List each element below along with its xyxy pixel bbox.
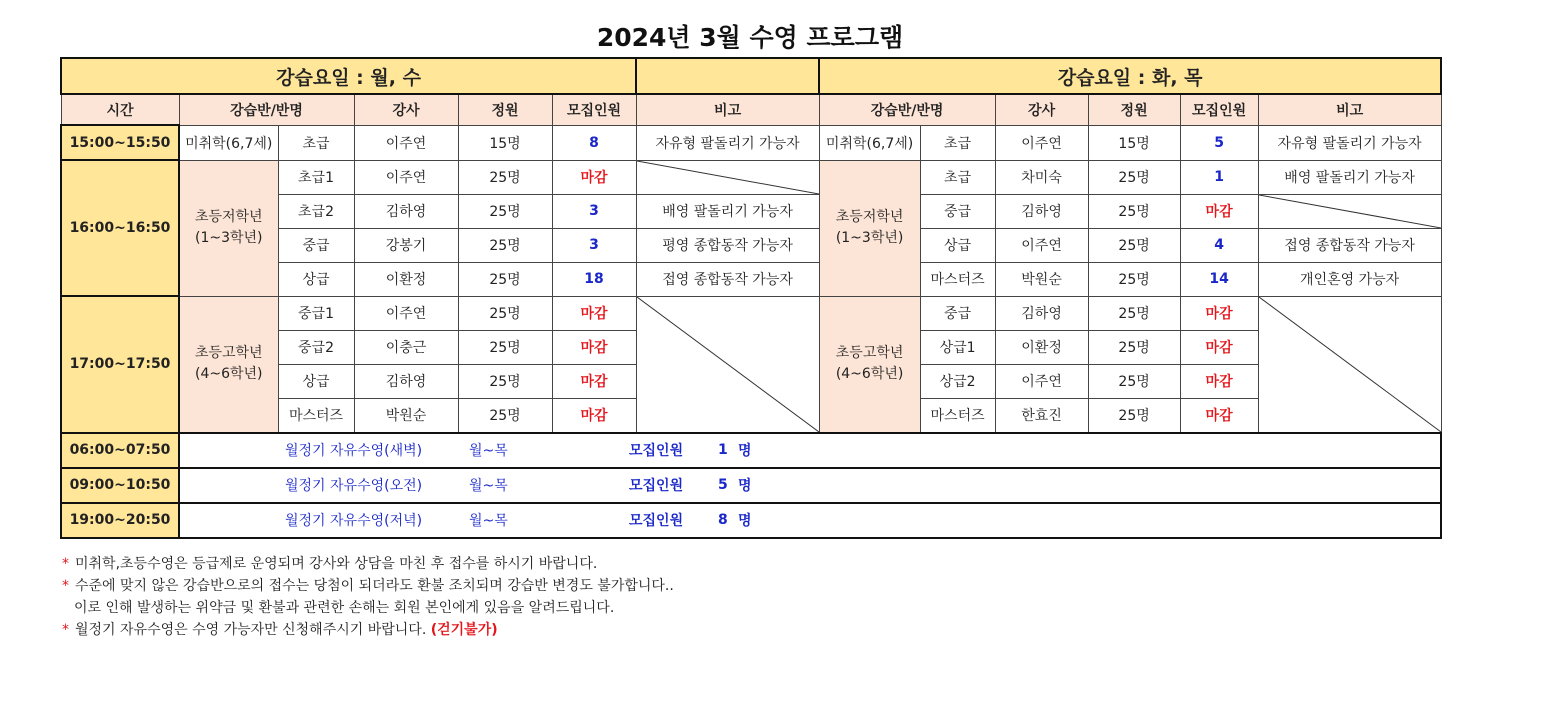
teacher-cell: 김하영 — [354, 194, 458, 228]
free-swim-cell — [179, 433, 1441, 468]
recruit-cell: 마감 — [552, 296, 636, 330]
group-line: (4~6학년) — [194, 366, 263, 382]
table-row — [61, 296, 1441, 330]
table-row — [61, 160, 1441, 194]
header-time: 시간 — [61, 94, 179, 125]
recruit-cell: 마감 — [1180, 330, 1258, 364]
capacity-cell: 15명 — [1088, 125, 1180, 160]
teacher-cell: 한효진 — [995, 398, 1088, 433]
blank-day-header — [636, 58, 819, 94]
free-swim-days: 월~목 — [469, 478, 508, 494]
recruit-cell: 마감 — [1180, 194, 1258, 228]
note-bullet: * — [62, 578, 69, 594]
free-swim-unit: 명 — [738, 443, 752, 459]
group-line: 초등저학년 — [835, 209, 904, 225]
level-cell: 중급2 — [278, 330, 354, 364]
free-swim-row — [61, 503, 1441, 538]
header-capacity: 정원 — [458, 94, 552, 125]
level-cell: 마스터즈 — [278, 398, 354, 433]
note-cell: 평영 종합동작 가능자 — [636, 228, 819, 262]
group-cell — [179, 160, 278, 296]
header-recruit: 모집인원 — [1180, 94, 1258, 125]
capacity-cell: 25명 — [1088, 364, 1180, 398]
group-cell — [819, 296, 920, 433]
capacity-cell: 25명 — [458, 160, 552, 194]
group-cell: 미취학(6,7세) — [179, 125, 278, 160]
note-cell: 접영 종합동작 가능자 — [636, 262, 819, 296]
free-swim-unit: 명 — [738, 478, 752, 494]
level-cell: 초급 — [920, 125, 995, 160]
level-cell: 중급1 — [278, 296, 354, 330]
free-swim-recruit-label: 모집인원 — [629, 443, 684, 459]
teacher-cell: 이환정 — [354, 262, 458, 296]
free-swim-recruit-label: 모집인원 — [629, 513, 684, 529]
teacher-cell: 이주연 — [354, 160, 458, 194]
recruit-cell: 8 — [552, 125, 636, 160]
group-cell — [179, 296, 278, 433]
group-line: 초등고학년 — [194, 345, 263, 361]
capacity-cell: 25명 — [458, 194, 552, 228]
recruit-cell: 14 — [1180, 262, 1258, 296]
free-swim-row — [61, 433, 1441, 468]
free-swim-label: 월정기 자유수영(오전) — [285, 478, 423, 494]
note-cell-empty — [636, 160, 819, 194]
header-teacher: 강사 — [354, 94, 458, 125]
note-cell: 배영 팔돌리기 가능자 — [1258, 160, 1441, 194]
note-text: 수준에 맞지 않은 강습반으로의 접수는 당첨이 되더라도 환불 조치되며 강습반 변경도 불가합니다.. — [75, 578, 674, 594]
free-swim-count: 5 — [718, 477, 728, 493]
free-swim-recruit-label: 모집인원 — [629, 478, 684, 494]
page-title: 2024년 3월 수영 프로그램 — [596, 23, 904, 52]
recruit-cell: 마감 — [552, 398, 636, 433]
note-text: 월정기 자유수영은 수영 가능자만 신청해주시기 바랍니다. — [75, 622, 427, 638]
level-cell: 초급 — [278, 125, 354, 160]
teacher-cell: 김하영 — [995, 194, 1088, 228]
free-swim-count: 8 — [718, 512, 728, 528]
teacher-cell: 강봉기 — [354, 228, 458, 262]
recruit-cell: 3 — [552, 194, 636, 228]
recruit-cell: 마감 — [552, 160, 636, 194]
header-note: 비고 — [636, 94, 819, 125]
capacity-cell: 25명 — [1088, 228, 1180, 262]
header-note: 비고 — [1258, 94, 1441, 125]
group-line: (1~3학년) — [835, 230, 904, 246]
recruit-cell: 마감 — [1180, 296, 1258, 330]
capacity-cell: 15명 — [458, 125, 552, 160]
header-class: 강습반/반명 — [819, 94, 995, 125]
note-line — [62, 553, 674, 575]
capacity-cell: 25명 — [1088, 296, 1180, 330]
teacher-cell: 이환정 — [995, 330, 1088, 364]
note-text: 이로 인해 발생하는 위약금 및 환불과 관련한 손해는 회원 본인에게 있음을 알려드립니다. — [74, 600, 615, 616]
note-cell: 배영 팔돌리기 가능자 — [636, 194, 819, 228]
capacity-cell: 25명 — [1088, 330, 1180, 364]
header-class: 강습반/반명 — [179, 94, 354, 125]
time-cell: 06:00~07:50 — [61, 433, 179, 468]
recruit-cell: 마감 — [552, 330, 636, 364]
group-line: 초등고학년 — [835, 345, 904, 361]
capacity-cell: 25명 — [1088, 194, 1180, 228]
note-emphasis: (걷기불가) — [430, 622, 498, 638]
header-capacity: 정원 — [1088, 94, 1180, 125]
time-cell: 15:00~15:50 — [61, 125, 179, 160]
teacher-cell: 이주연 — [995, 125, 1088, 160]
note-cell-empty — [636, 296, 819, 433]
teacher-cell: 이주연 — [354, 296, 458, 330]
level-cell: 상급 — [278, 364, 354, 398]
teacher-cell: 이충근 — [354, 330, 458, 364]
level-cell: 중급 — [920, 194, 995, 228]
note-line — [62, 575, 674, 597]
note-cell: 개인혼영 가능자 — [1258, 262, 1441, 296]
free-swim-row — [61, 468, 1441, 503]
diagonal-line — [1259, 195, 1441, 228]
recruit-cell: 3 — [552, 228, 636, 262]
free-swim-count: 1 — [718, 442, 728, 458]
table-row — [61, 125, 1441, 160]
free-swim-days: 월~목 — [469, 513, 508, 529]
teacher-cell: 박원순 — [995, 262, 1088, 296]
level-cell: 초급1 — [278, 160, 354, 194]
left-day-header: 강습요일 : 월, 수 — [61, 58, 636, 94]
group-line: 초등저학년 — [194, 209, 263, 225]
recruit-cell: 4 — [1180, 228, 1258, 262]
capacity-cell: 25명 — [458, 364, 552, 398]
level-cell: 초급2 — [278, 194, 354, 228]
group-line: (1~3학년) — [194, 230, 263, 246]
diagonal-line — [637, 297, 819, 432]
diagonal-line — [637, 161, 819, 194]
note-line — [62, 597, 674, 619]
capacity-cell: 25명 — [458, 296, 552, 330]
header-recruit: 모집인원 — [552, 94, 636, 125]
teacher-cell: 차미숙 — [995, 160, 1088, 194]
note-line — [62, 619, 674, 641]
recruit-cell: 마감 — [552, 364, 636, 398]
schedule-table — [60, 57, 1442, 539]
capacity-cell: 25명 — [1088, 160, 1180, 194]
level-cell: 상급 — [920, 228, 995, 262]
free-swim-days: 월~목 — [469, 443, 508, 459]
note-cell-empty — [1258, 194, 1441, 228]
teacher-cell: 이주연 — [354, 125, 458, 160]
free-swim-label: 월정기 자유수영(새벽) — [285, 443, 423, 459]
note-bullet: * — [62, 556, 69, 572]
note-cell: 자유형 팔돌리기 가능자 — [1258, 125, 1441, 160]
recruit-cell: 마감 — [1180, 364, 1258, 398]
diagonal-line — [1259, 297, 1441, 432]
level-cell: 중급 — [920, 296, 995, 330]
recruit-cell: 18 — [552, 262, 636, 296]
free-swim-label: 월정기 자유수영(저녁) — [285, 513, 423, 529]
capacity-cell: 25명 — [458, 228, 552, 262]
group-line: (4~6학년) — [835, 366, 904, 382]
teacher-cell: 김하영 — [995, 296, 1088, 330]
header-teacher: 강사 — [995, 94, 1088, 125]
capacity-cell: 25명 — [458, 398, 552, 433]
free-swim-unit: 명 — [738, 513, 752, 529]
level-cell: 초급 — [920, 160, 995, 194]
level-cell: 중급 — [278, 228, 354, 262]
free-swim-cell — [179, 503, 1441, 538]
recruit-cell: 1 — [1180, 160, 1258, 194]
teacher-cell: 이주연 — [995, 364, 1088, 398]
notes-section — [62, 553, 674, 641]
time-cell: 17:00~17:50 — [61, 296, 179, 433]
level-cell: 상급1 — [920, 330, 995, 364]
note-bullet: * — [62, 622, 69, 638]
note-cell: 접영 종합동작 가능자 — [1258, 228, 1441, 262]
note-cell-empty — [1258, 296, 1441, 433]
note-text: 미취학,초등수영은 등급제로 운영되며 강사와 상담을 마친 후 접수를 하시기 바랍니다. — [75, 556, 598, 572]
time-cell: 09:00~10:50 — [61, 468, 179, 503]
recruit-cell: 5 — [1180, 125, 1258, 160]
time-cell: 16:00~16:50 — [61, 160, 179, 296]
capacity-cell: 25명 — [458, 262, 552, 296]
free-swim-cell — [179, 468, 1441, 503]
capacity-cell: 25명 — [1088, 398, 1180, 433]
time-cell: 19:00~20:50 — [61, 503, 179, 538]
teacher-cell: 박원순 — [354, 398, 458, 433]
right-day-header: 강습요일 : 화, 목 — [819, 58, 1441, 94]
teacher-cell: 김하영 — [354, 364, 458, 398]
level-cell: 마스터즈 — [920, 398, 995, 433]
level-cell: 상급2 — [920, 364, 995, 398]
recruit-cell: 마감 — [1180, 398, 1258, 433]
capacity-cell: 25명 — [1088, 262, 1180, 296]
teacher-cell: 이주연 — [995, 228, 1088, 262]
level-cell: 상급 — [278, 262, 354, 296]
note-cell: 자유형 팔돌리기 가능자 — [636, 125, 819, 160]
group-cell: 미취학(6,7세) — [819, 125, 920, 160]
group-cell — [819, 160, 920, 296]
level-cell: 마스터즈 — [920, 262, 995, 296]
capacity-cell: 25명 — [458, 330, 552, 364]
